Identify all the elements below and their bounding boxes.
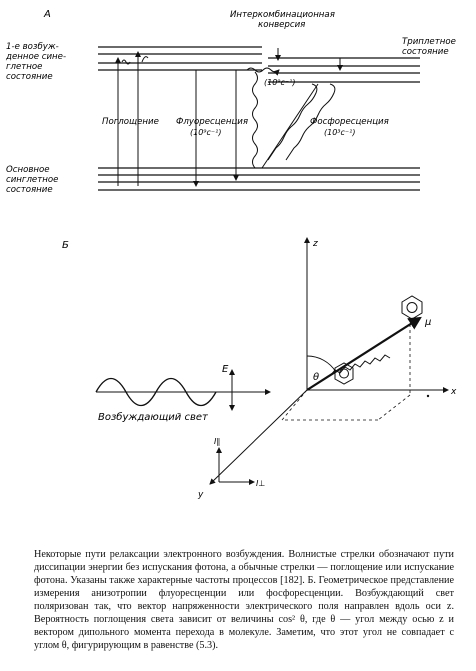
ground-state-levels [98, 168, 420, 190]
e-field-label: E [222, 364, 229, 375]
fluorescence-label: Флуоресценция [176, 117, 249, 127]
y-axis-label: y [198, 490, 204, 500]
y-axis [210, 390, 307, 484]
singlet-line-4: состояние [6, 72, 53, 82]
intersystem-line-2: конверсия [258, 20, 306, 30]
intersystem-line-1: Интеркомбинационная [230, 10, 335, 20]
x-axis-label: x [451, 387, 457, 397]
ground-line-3: состояние [6, 185, 53, 195]
ground-line-2: синглетное [6, 175, 59, 185]
i-parallel-label: I∥ [214, 437, 221, 446]
phosphorescence-rate: (10³c⁻¹) [324, 128, 356, 137]
dipole-vector [307, 318, 420, 390]
z-axis-label: z [313, 239, 318, 249]
ground-state-label [6, 165, 58, 195]
absorption-label: Поглощение [102, 117, 159, 127]
panel-a-label: А [44, 9, 51, 20]
theta-arc [307, 356, 336, 372]
panel-b-label: Б [62, 240, 69, 251]
intersystem-rate: (10⁹c⁻¹) [264, 78, 296, 87]
mu-label: μ [425, 317, 432, 328]
figure-caption: Некоторые пути релаксации электронного возбуждения. Волнистые стрелки обозначают пути диссипации энергии без испускания фотона, а обычные стрелки — поглощение или испускание фотона. Указаны также характерные частоты процессов [182]. Б. Геометрическое представление измерения анизотропии флуоресценции или фосфоресценции. Возбуждающий свет поляризован так, что вектор напряженности электрического поля направлен вдоль оси z. Вероятность поглощения света зависит от величины cos² θ, где θ — угол между осью z и вектором дипольного момента перехода в молекуле. Заметим, что этот угол не совпадает с углом θ, фигурирующим в равенстве (5.3). [34, 549, 454, 651]
ground-line-1: Основное [6, 165, 50, 175]
fluorescence-rate: (10⁹c⁻¹) [190, 128, 222, 137]
triplet-label [402, 37, 456, 57]
intersystem-label [230, 10, 335, 30]
exciting-light-label: Возбуждающий свет [98, 412, 208, 423]
theta-label: θ [313, 372, 320, 383]
internal-conversion-wavy [253, 72, 258, 168]
benzene-ring-icon-upper [402, 296, 422, 319]
singlet-line-3: глетное [6, 62, 43, 72]
singlet-excited-levels [98, 47, 262, 70]
triplet-line-2: состояние [402, 47, 449, 57]
singlet-line-1: 1-е возбуж- [6, 42, 59, 52]
singlet-line-2: денное сине- [6, 52, 67, 62]
i-perp-label: I⊥ [256, 479, 266, 488]
relaxation-curl [142, 57, 148, 62]
projection-dot [427, 395, 429, 397]
phosphorescence-label: Фосфоресценция [310, 117, 389, 127]
singlet-excited-label [5, 42, 66, 82]
triplet-line-1: Триплетное [402, 37, 456, 47]
